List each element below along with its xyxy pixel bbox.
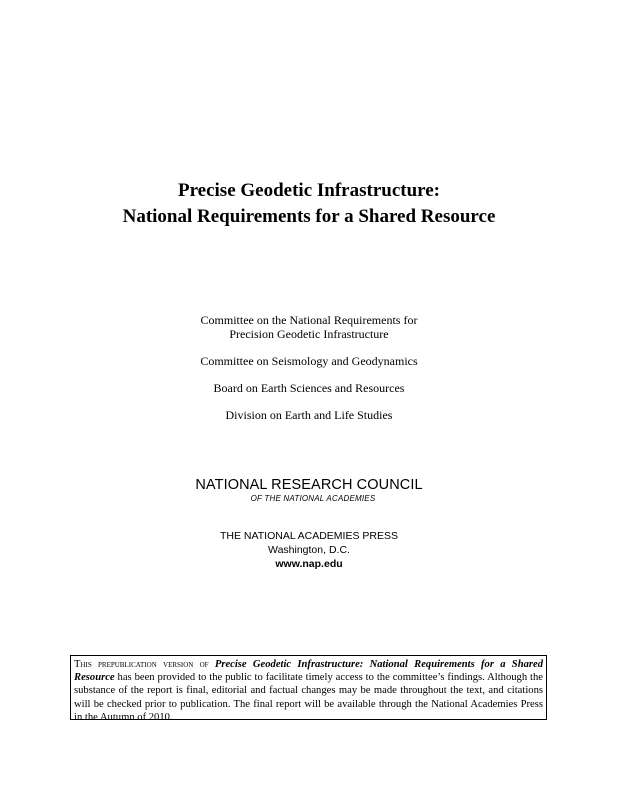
notice-lead: This prepublication version of — [74, 659, 209, 670]
committee-line-1: Committee on the National Requirements for — [200, 313, 418, 327]
prepublication-notice — [70, 655, 547, 723]
nrc-subtitle: OF THE NATIONAL ACADEMIES — [250, 494, 376, 503]
report-title — [0, 178, 618, 230]
division-earth-life: Division on Earth and Life Studies — [225, 408, 393, 422]
board-earth-sciences: Board on Earth Sciences and Resources — [213, 381, 405, 395]
committee-list — [0, 313, 618, 435]
nrc-logo — [0, 477, 618, 504]
committee-seismology: Committee on Seismology and Geodynamics — [200, 354, 418, 368]
publisher-block — [0, 529, 618, 571]
title-line-1: Precise Geodetic Infrastructure: — [177, 180, 441, 201]
press-location: Washington, D.C. — [268, 544, 350, 556]
committee-national-requirements — [0, 313, 618, 341]
nrc-name: NATIONAL RESEARCH COUNCIL — [195, 477, 423, 493]
title-line-2: National Requirements for a Shared Resource — [122, 206, 496, 227]
press-name: THE NATIONAL ACADEMIES PRESS — [220, 530, 398, 542]
notice-book-title: Precise Geodetic Infrastructure: National Requirements for a Shared Resource — [74, 659, 544, 684]
committee-line-2: Precision Geodetic Infrastructure — [229, 327, 389, 341]
press-url: www.nap.edu — [275, 558, 343, 570]
notice-body: has been provided to the public to facilitate timely access to the committee’s findings. Although the substance of the report is final, editorial and factual changes may be made throughout the text, and citations will be checked prior to publication. The final report will be available through the National Academies Press in the Autumn of 2010. — [74, 672, 543, 723]
